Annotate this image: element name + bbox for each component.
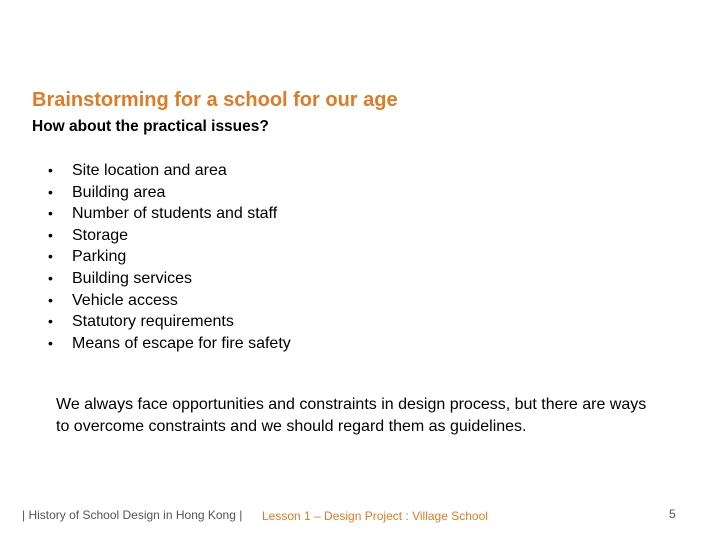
bullet-text: Building area — [72, 183, 166, 201]
footer-course-title: | History of School Design in Hong Kong | — [22, 508, 243, 522]
bullet-text: Number of students and staff — [72, 205, 278, 223]
bullet-icon: • — [48, 183, 53, 200]
bullet-icon: • — [48, 226, 53, 243]
bullet-text: Site location and area — [72, 162, 227, 179]
bullet-text: Statutory requirements — [72, 313, 234, 331]
bullet-icon: • — [48, 291, 53, 308]
slide-subtitle: How about the practical issues? — [32, 118, 269, 135]
footer-lesson-title: Lesson 1 – Design Project : Village School — [262, 509, 488, 523]
bullet-text: Parking — [72, 248, 127, 266]
page-number: 5 — [669, 507, 676, 521]
bullet-text: Means of escape for fire safety — [72, 334, 291, 352]
bullet-icon: • — [48, 334, 53, 351]
bullet-text: Building services — [72, 269, 193, 287]
bullet-icon: • — [48, 313, 53, 330]
slide-title: Brainstorming for a school for our age — [32, 89, 398, 111]
bullet-text: Vehicle access — [72, 291, 178, 309]
note-paragraph: We always face opportunities and constraints in design process, but there are ways to overcome constraints and we should regard them as guidelines. — [56, 396, 647, 435]
bullet-text: Storage — [72, 226, 129, 244]
bullet-icon: • — [48, 248, 53, 265]
bullet-icon: • — [48, 269, 53, 286]
bullet-icon: • — [48, 205, 53, 222]
bullet-icon: • — [48, 162, 53, 178]
